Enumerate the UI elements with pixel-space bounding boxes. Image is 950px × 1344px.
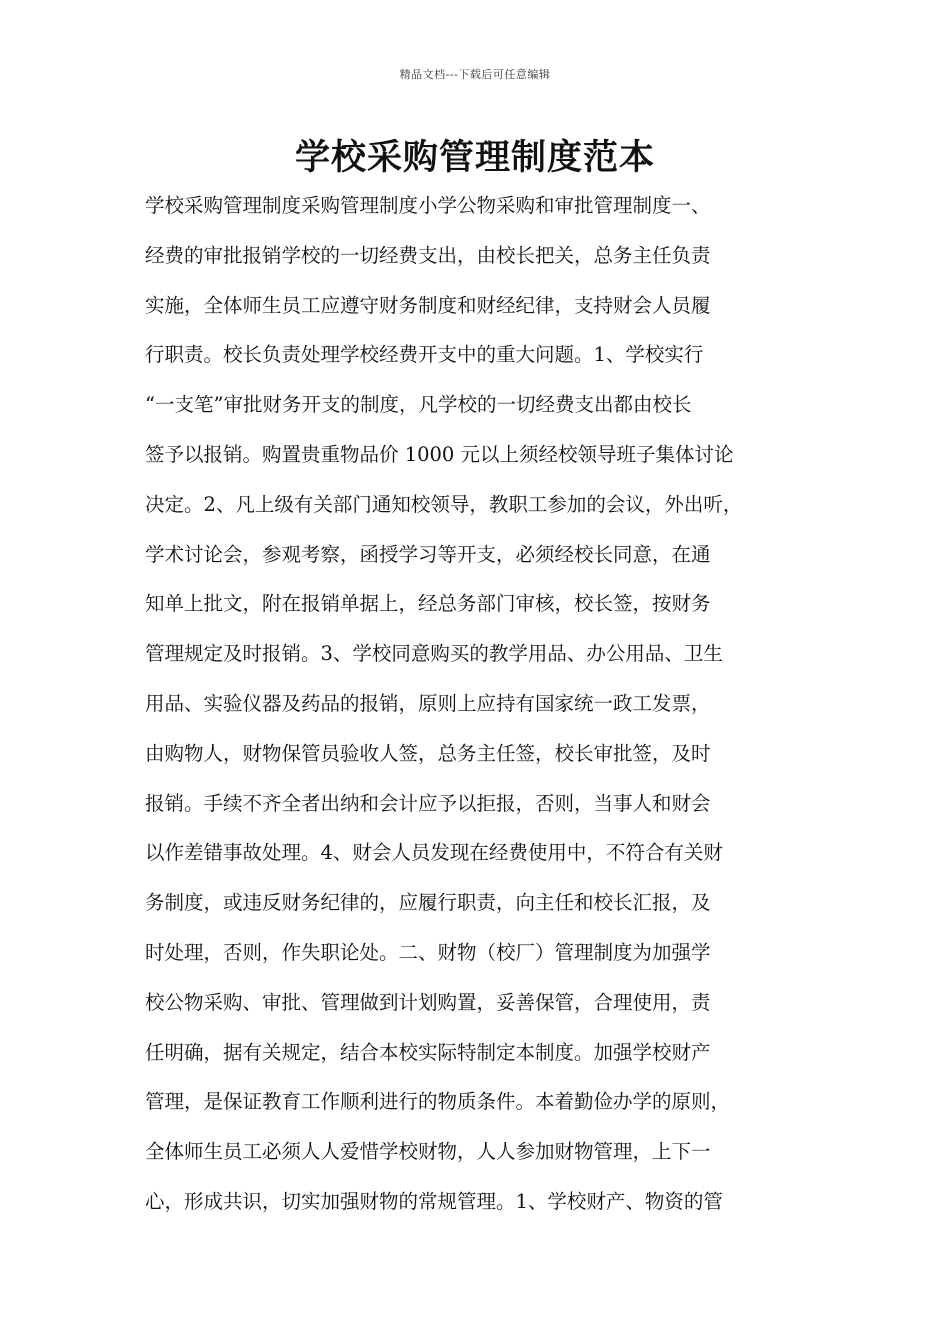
body-line: 报销。手续不齐全者出纳和会计应予以拒报，否则，当事人和财会 [145, 791, 711, 815]
body-line: 签予以报销。购置贵重物品价 1000 元以上须经校领导班子集体讨论 [145, 442, 734, 466]
body-line: 时处理，否则，作失职论处。二、财物（校厂）管理制度为加强学 [145, 940, 711, 964]
document-body [145, 181, 845, 1227]
body-line: 以作差错事故处理。4、财会人员发现在经费使用中，不符合有关财 [145, 841, 723, 865]
body-line: 知单上批文，附在报销单据上，经总务部门审核，校长签，按财务 [145, 592, 711, 616]
body-line: 学术讨论会，参观考察，函授学习等开支，必须经校长同意，在通 [145, 542, 711, 566]
document-title: 学校采购管理制度范本 [294, 138, 655, 178]
body-line: 心，形成共识，切实加强财物的常规管理。1、学校财产、物资的管 [145, 1189, 723, 1213]
body-line: 用品、实验仪器及药品的报销，原则上应持有国家统一政工发票， [145, 691, 711, 715]
body-line: 务制度，或违反财务纪律的，应履行职责，向主任和校长汇报，及 [145, 891, 711, 915]
body-line: “一支笔”审批财务开支的制度，凡学校的一切经费支出都由校长 [145, 393, 692, 417]
body-line: 校公物采购、审批、管理做到计划购置，妥善保管，合理使用，责 [145, 990, 711, 1014]
page-header: 精品文档---下载后可任意编辑 [399, 68, 551, 81]
body-line: 学校采购管理制度采购管理制度小学公物采购和审批管理制度一、 [145, 194, 711, 217]
body-line: 决定。2、凡上级有关部门通知校领导，教职工参加的会议，外出听， [145, 492, 743, 516]
body-line: 全体师生员工必须人人爱惜学校财物，人人参加财物管理，上下一 [145, 1140, 711, 1164]
body-line: 任明确，据有关规定，结合本校实际特制定本制度。加强学校财产 [145, 1040, 711, 1064]
body-line: 实施，全体师生员工应遵守财务制度和财经纪律，支持财会人员履 [145, 293, 711, 317]
body-line: 由购物人，财物保管员验收人签，总务主任签，校长审批签，及时 [145, 741, 711, 765]
body-line: 管理，是保证教育工作顺利进行的物质条件。本着勤俭办学的原则， [145, 1090, 731, 1114]
body-line: 经费的审批报销学校的一切经费支出，由校长把关，总务主任负责 [145, 243, 711, 267]
body-line: 行职责。校长负责处理学校经费开支中的重大问题。1、学校实行 [145, 343, 704, 367]
body-line: 管理规定及时报销。3、学校同意购买的教学用品、办公用品、卫生 [145, 642, 723, 666]
